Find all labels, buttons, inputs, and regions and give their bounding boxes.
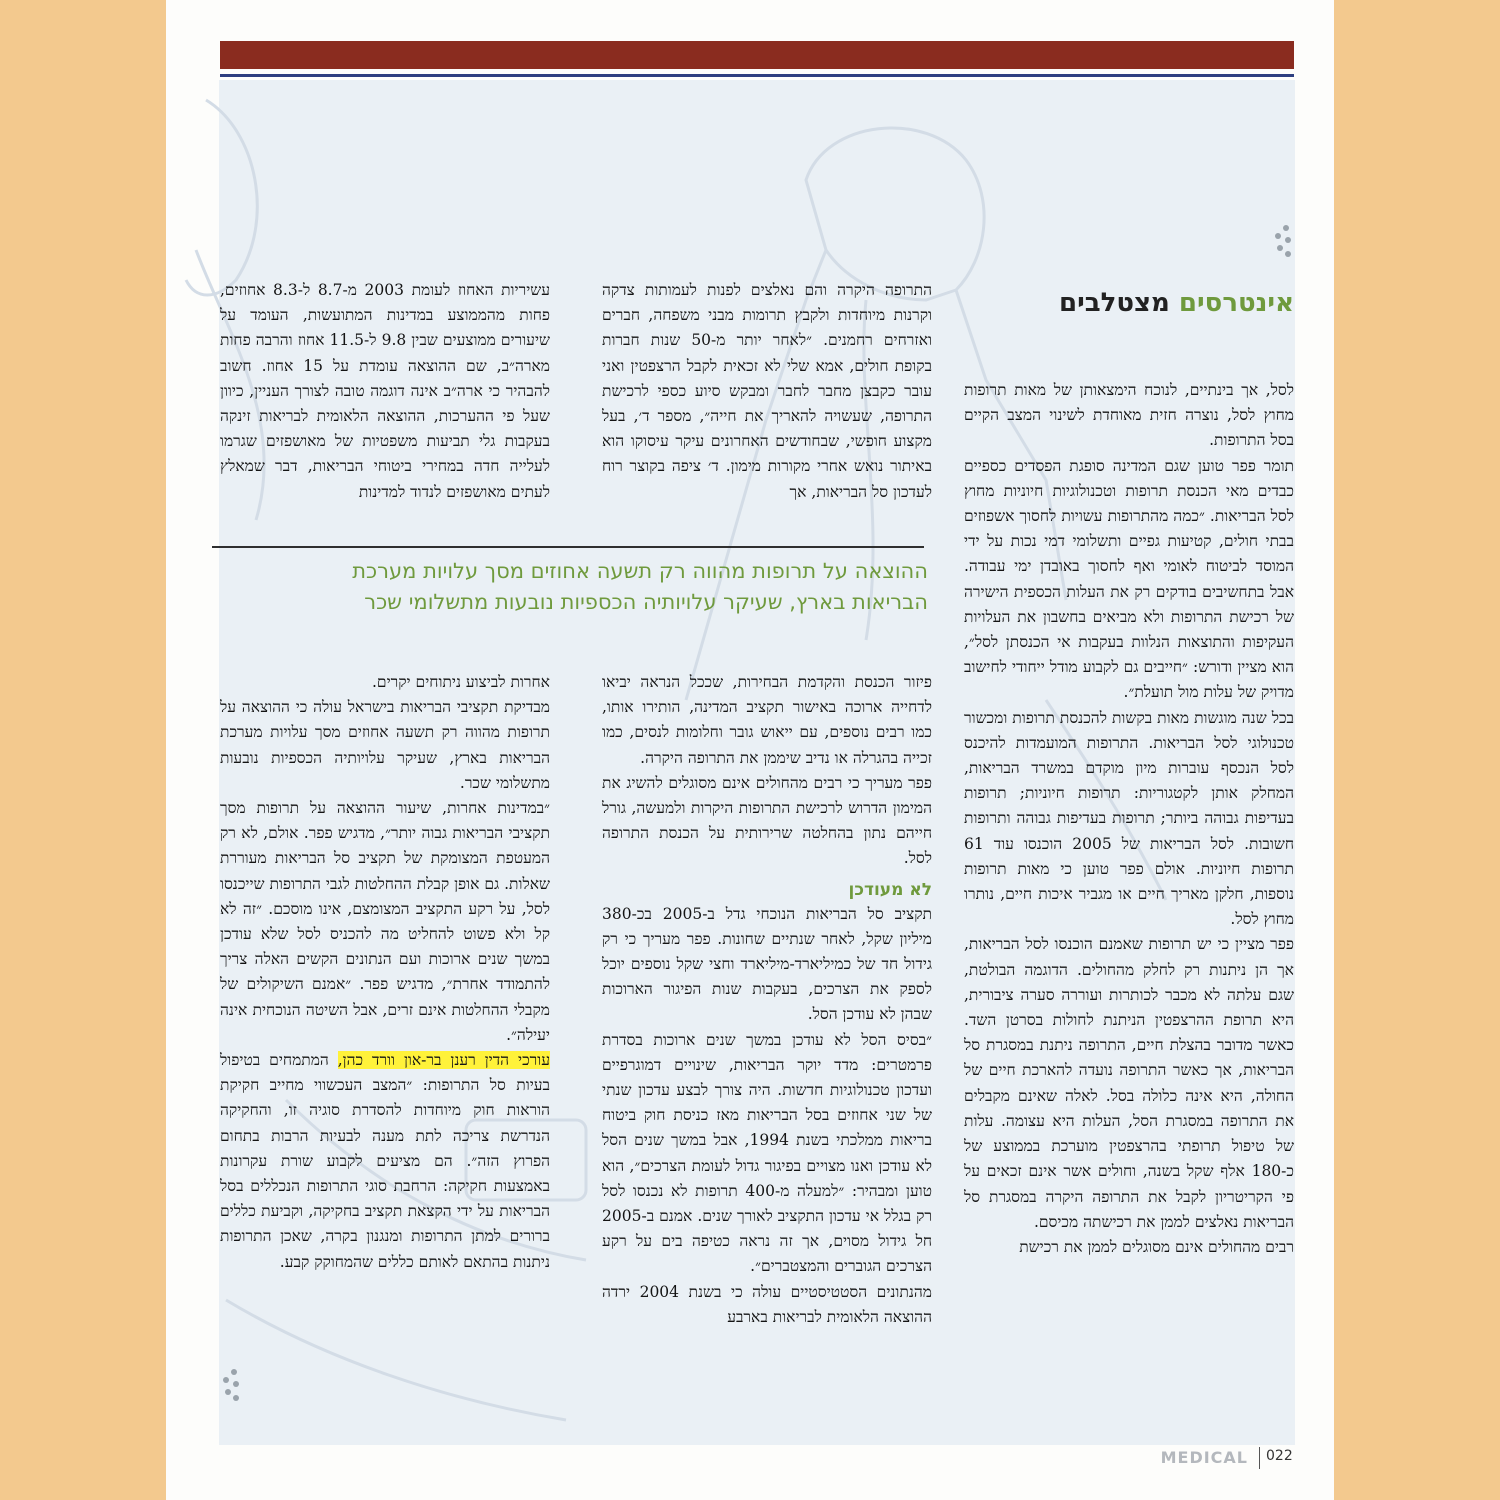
paragraph: התרופה היקרה והם נאלצים לפנות לעמותות צדקה וקרנות מיוחדות ולקבץ תרומות מבני משפחה, חברים ואזרחים רחמנים. ״לאחר יותר מ-50 שנות חברות בקופת חולים, אמא שלי לא זכאית לקבל הרצפטין ואני עובר כקבצן מחבר לחבר ומבקש סיוע כספי לרכישת התרופה, שעשויה להאריך את חייה״, מספר ד׳, בעל מקצוע חופשי, שבחודשים האחרונים עיקר עיסוקו הוא באיתור נואש אחרי מקורות מימון. ד׳ ציפה בקוצר רוח לעדכון סל הבריאות, אך [602, 281, 932, 501]
decorative-dots-icon [1270, 224, 1294, 258]
magazine-page [166, 0, 1334, 1500]
paragraph: לסל, אך בינתיים, לנוכח הימצאותן של מאות תרופות מחוץ לסל, נוצרה חזית מאוחדת לשינוי המצב הקיים בסל התרופות. [964, 381, 1294, 450]
article-column-left-bottom [220, 670, 550, 1350]
pullquote-line: הבריאות בארץ, שעיקר עלויותיה הכספיות נובעות מתשלומי שכר [364, 590, 928, 614]
paragraph: עשיריות האחוז לעומת 2003 מ-8.7 ל-8.3 אחוזים, פחות מהממוצע במדינות המתועשות, העומד על שיעורים ממוצעים שבין 9.8 ל-11.5 אחוז והרבה פחות מארה״ב, שם ההוצאה עומדת על 15 אחוז. חשוב להבהיר כי ארה״ב אינה דוגמה טובה לצורך העניין, כיוון שעל פי ההערכות, ההוצאה הלאומית לבריאות זינקה בעקבות גלי תביעות משפטיות של מאושפזים שגרמו לעלייה חדה במחירי ביטוחי הבריאות, דבר שמאלץ לעתים מאושפזים לנדוד למדינות [220, 281, 550, 501]
decorative-dots-icon [218, 1368, 242, 1402]
paragraph: בכל שנה מוגשות מאות בקשות להכנסת תרופות ומכשור טכנולוגי לסל הבריאות. התרופות המועמדות להיכנס לסל הנכסף עוברות מיון מוקדם במשרד הבריאות, המחלק אותן לקטגוריות: תרופות חיוניות; תרופות בעדיפות גבוהה ביותר; תרופות בעדיפות גבוהה ותרופות חשובות. לסל הבריאות של 2005 הוכנסו עוד 61 תרופות חיוניות. אולם פפר טוען כי מאות תרופות נוספות, חלקן מאריך חיים או מגביר איכות חיים, נותרו מחוץ לסל. [964, 708, 1294, 929]
subheading: לא מעודכן [848, 879, 932, 900]
article-column-left-top [220, 278, 550, 528]
paragraph: פפר מציין כי יש תרופות שאמנם הוכנסו לסל הבריאות, אך הן ניתנות רק לחלק מהחולים. הדוגמה הבולטת, שגם עלתה לא מכבר לכותרות ועוררה סערה ציבורית, היא תרופת ההרצפטין הניתנת לחולות בסרטן השד. כאשר מדובר בהצלת חיים, התרופה ניתנת במסגרת סל הבריאות, אך כאשר התרופה נועדה להארכת חיים של החולה, היא אינה כלולה בסל. לאלה שאינם מקבלים את התרופה במסגרת הסל, העלות היא עצומה. עלות של טיפול תרופתי בהרצפטין מוערכת בממוצע של כ-180 אלף שקל בשנה, וחולים אשר אינם זכאים על פי הקריטריון לקבל את התרופה היקרה במסגרת סל הבריאות נאלצים לממן את רכישתה מכיסם. [964, 935, 1294, 1231]
paragraph: מהנתונים הסטטיסטיים עולה כי בשנת 2004 ירדה ההוצאה הלאומית לבריאות בארבע [602, 1282, 932, 1326]
pullquote [216, 556, 928, 626]
paragraph: אחרות לביצוע ניתוחים יקרים. [371, 673, 550, 691]
paragraph: תקציב סל הבריאות הנוכחי גדל ב-2005 בכ-380 מיליון שקל, לאחר שנתיים שחונות. פפר מעריך כי רק גידול חד של כמיליארד-מיליארד וחצי שקל נוספים יוכל לספק את הצרכים, בעקבות שנות הפיגור הארוכות שבהן לא עודכן הסל. [602, 904, 932, 1024]
paragraph-text: המתמחים בטיפול בעיות סל התרופות: ״המצב העכשווי מחייב חקיקת הוראות חוק מיוחדות להסדרת סוגיה זו, והחקיקה הנדרשת צריכה לתת מענה לבעיות הרבות בתחום הפרוץ הזה״. הם מציעים לקבוע שורת עקרונות באמצעות חקיקה: הרחבת סוגי התרופות הנכללים בסל הבריאות על ידי הקצאת תקציב בחקיקה, וקביעת כללים ברורים למתן התרופות ומנגנון בקרה, שאכן התרופות ניתנות בהתאם לאותם כללים שהמחוקק קבע. [220, 1051, 550, 1271]
magazine-logo: MEDICAL [1160, 1448, 1248, 1467]
paragraph: תומר פפר טוען שגם המדינה סופגת הפסדים כספיים כבדים מאי הכנסת תרופות וטכנולוגיות חיוניות מחוץ לסל הבריאות. ״כמה מהתרופות עשויות לחסוך אשפוזים בבתי חולים, קטיעות גפיים ותשלומי דמי נכות על ידי המוסד לביטוח לאומי ואף לחסוך באובדן ימי עבודה. אבל בתחשיבים בודקים רק את העלות הכספית הישירה של רכישת התרופות ולא מביאים בחשבון את העלויות העקיפות והתוצאות הנלוות בעקבות אי הכנסתן לסל״, הוא מציין ודורש: ״חייבים גם לקבוע מודל ייחודי לחישוב מדויק של עלות מול תועלת״. [964, 456, 1294, 702]
article-column-middle-top [602, 278, 932, 528]
paragraph: רבים מהחולים אינם מסוגלים לממן את רכישת [1019, 1237, 1294, 1256]
highlighted-text: עורכי הדין רענן בר-און וורד כהן, [337, 1051, 550, 1070]
section-title-rest: מצטלבים [1059, 288, 1170, 318]
footer-divider [1259, 1447, 1260, 1469]
paragraph [220, 1048, 550, 1275]
page-number: 022 [1266, 1448, 1293, 1464]
article-column-middle-bottom [602, 670, 932, 1430]
section-title [974, 288, 1294, 324]
pullquote-rule [212, 546, 924, 548]
paragraph: ״בסיס הסל לא עודכן במשך שנים ארוכות בסדרת פרמטרים: מדד יוקר הבריאות, שינויים דמוגרפיים ועדכון טכנולוגיות חדשות. היה צורך לבצע עדכון שנתי של שני אחוזים בסל הבריאות מאז כניסת חוק ביטוח בריאות ממלכתי בשנת 1994, אבל במשך שנים הסל לא עודכן ואנו מצויים בפיגור גדול לעומת הצרכים״, הוא טוען ומבהיר: ״למעלה מ-400 תרופות לא נכנסו לסל רק בגלל אי עדכון התקציב לאורך שנים. אמנם ב-2005 חל גידול מסוים, אך זה נראה כטיפה בים על רקע הצרכים הגוברים והמצטברים״. [602, 1030, 932, 1276]
paragraph: פיזור הכנסת והקדמת הבחירות, שככל הנראה יביאו לדחייה ארוכה באישור תקציב המדינה, הותירו אותו, כמו רבים נוספים, עם ייאוש גובר וחלומות לנסים, כמו זכייה בהגרלה או נדיב שיממן את התרופה היקרה. [602, 673, 932, 767]
header-bar [220, 41, 1294, 69]
paragraph: ״במדינות אחרות, שיעור ההוצאה על תרופות מסך תקציבי הבריאות גבוה יותר״, מדגיש פפר. אולם, לא רק המעטפת המצומקת של תקציב סל הבריאות מעוררת שאלות. גם אופן קבלת ההחלטות לגבי התרופות שייכנסו לסל, על רקע התקציב המצומצם, אינו מוסכם. ״זה לא קל ולא פשוט להחליט מה להכניס לסל שלא עודכן במשך שנים ארוכות ועם הנתונים הקשים האלה צריך להתמודד אחרת״, מדגיש פפר. ״אמנם השיקולים של מקבלי ההחלטות אינם זרים, אבל השיטה הנוכחית אינה יעילה״. [220, 799, 550, 1044]
section-title-bold: אינטרסים [1178, 288, 1294, 318]
pullquote-line: ההוצאה על תרופות מהווה רק תשעה אחוזים מסך עלויות מערכת [352, 559, 928, 583]
paragraph: פפר מעריך כי רבים מהחולים אינם מסוגלים להשיג את המימון הדרוש לרכישת התרופות היקרות ולמעשה, גורל חייהם נתון בהחלטה שרירותית על הכנסת התרופה לסל. [602, 773, 932, 868]
article-column-right [964, 378, 1294, 1418]
paragraph: מבדיקת תקציבי הבריאות בישראל עולה כי ההוצאה על תרופות מהווה רק תשעה אחוזים מסך עלויות מערכת הבריאות בארץ, שעיקר עלויותיה הכספיות נובעות מתשלומי שכר. [220, 698, 550, 792]
header-rule [220, 74, 1294, 77]
